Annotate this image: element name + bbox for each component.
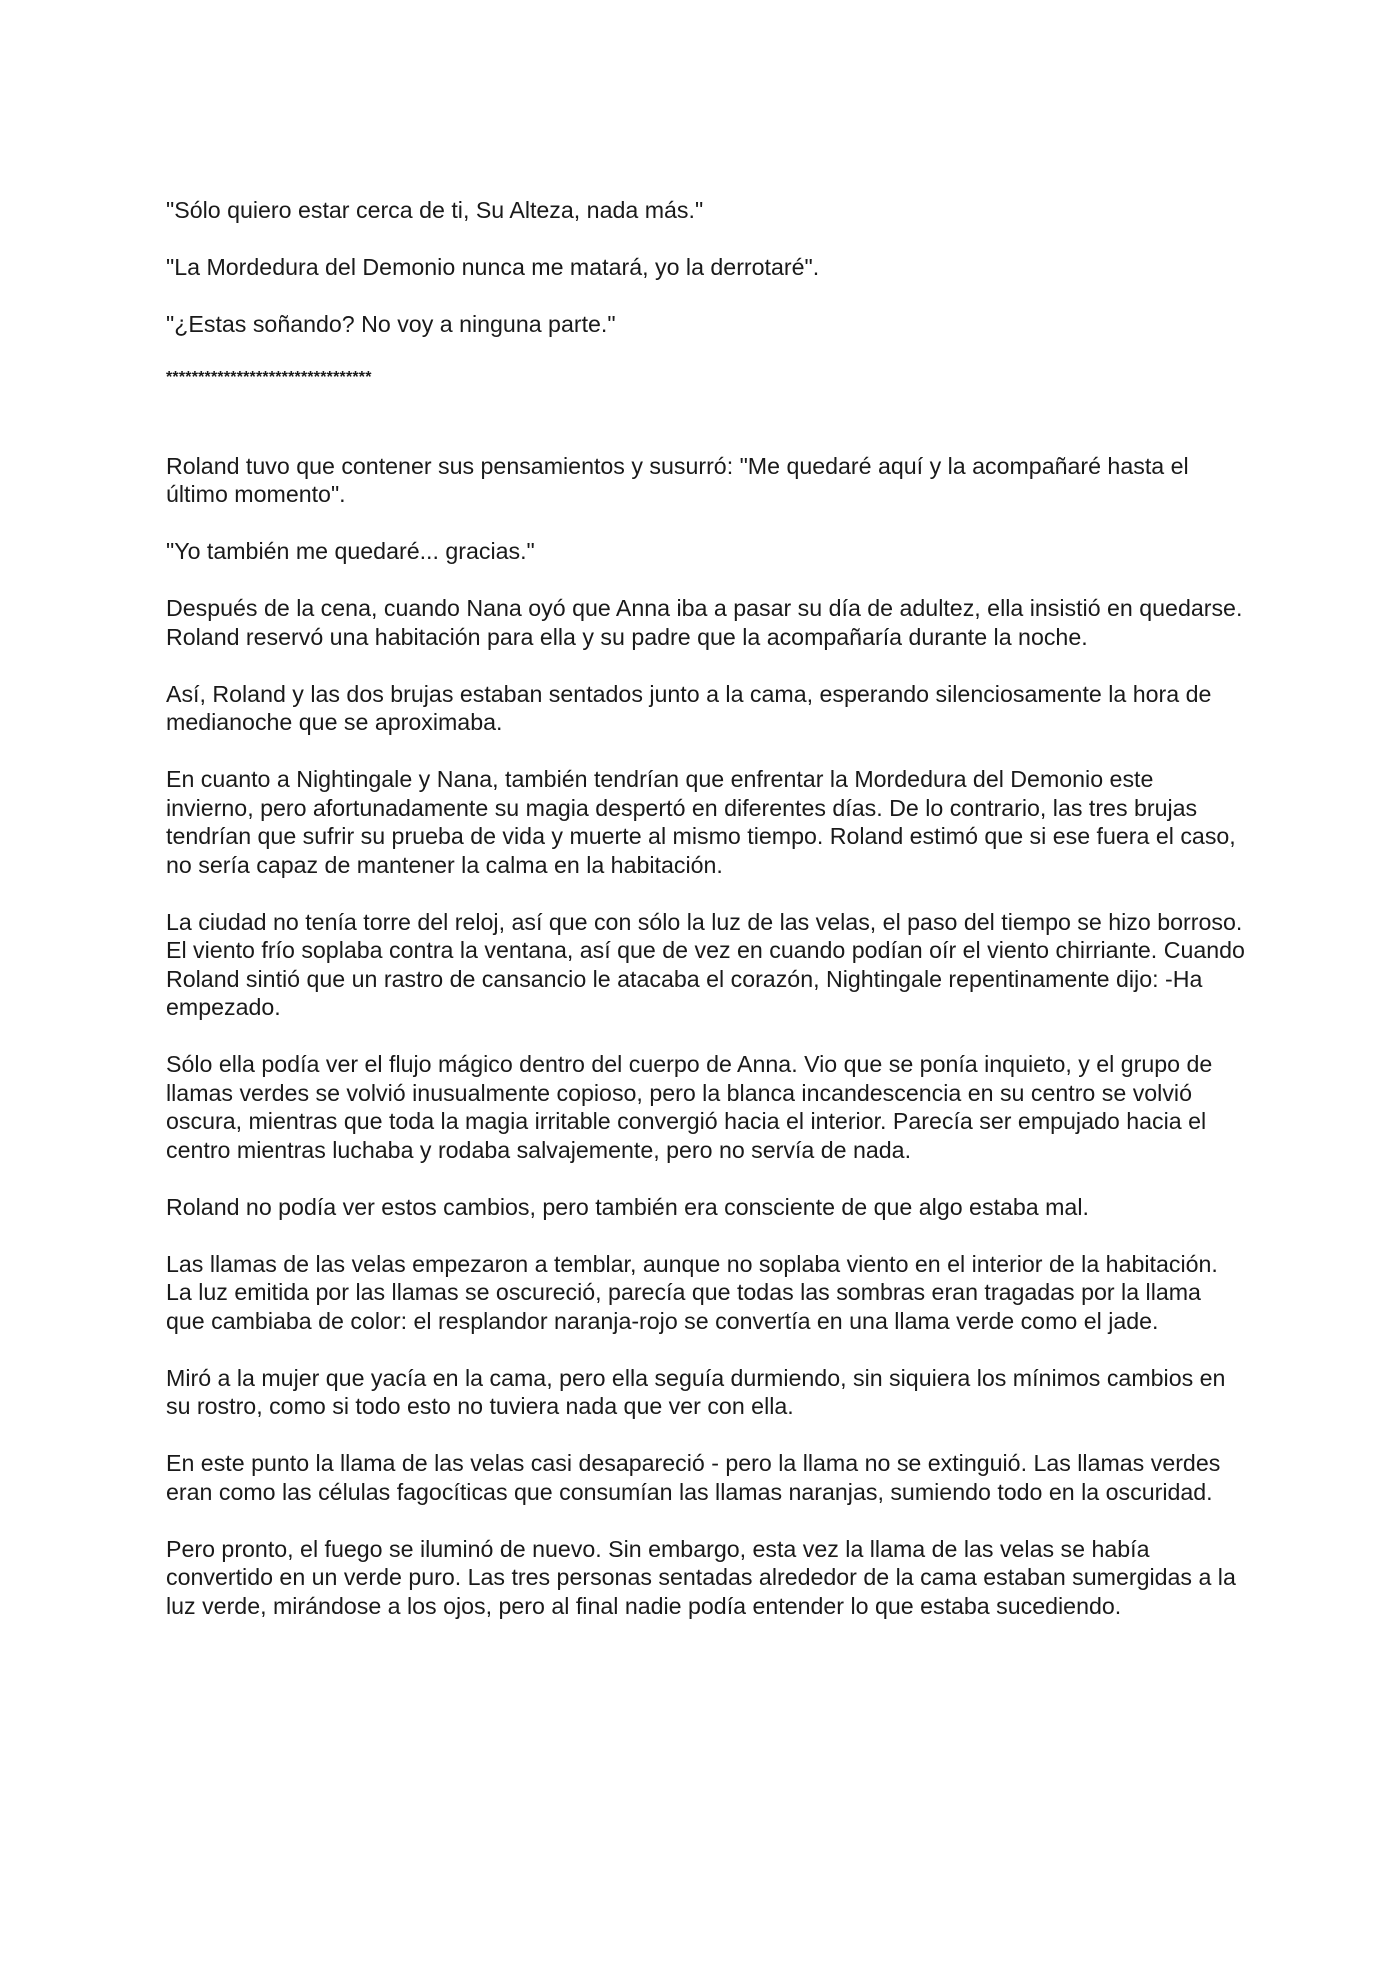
paragraph: Después de la cena, cuando Nana oyó que Anna iba a pasar su día de adultez, ella insistió en quedarse. Roland reservó una habitación para ella y su padre que la acompañaría durante la noche. — [166, 595, 1243, 650]
paragraph: Roland no podía ver estos cambios, pero también era consciente de que algo estaba mal. — [166, 1193, 1089, 1220]
paragraph: Las llamas de las velas empezaron a temblar, aunque no soplaba viento en el interior de la habitación. La luz emitida por las llamas se oscureció, parecía que todas las sombras eran tragadas por la llama que cambiaba de color: el resplandor naranja-rojo se convertía en una llama verde como el jade. — [166, 1250, 1218, 1334]
paragraph: Sólo ella podía ver el flujo mágico dentro del cuerpo de Anna. Vio que se ponía inquieto, y el grupo de llamas verdes se volvió inusualmente copioso, pero la blanca incandescencia en su centro se volvió oscura, mientras que toda la magia irritable convergió hacia el interior. Parecía ser empujado hacia el centro mientras luchaba y rodaba salvajemente, pero no servía de nada. — [166, 1051, 1213, 1163]
intro-line: "Sólo quiero estar cerca de ti, Su Alteza, nada más." — [166, 197, 704, 223]
document-page — [166, 196, 1246, 1649]
paragraph: "Yo también me quedaré... gracias." — [166, 538, 535, 564]
paragraph: Miró a la mujer que yacía en la cama, pero ella seguía durmiendo, sin siquiera los mínimos cambios en su rostro, como si todo esto no tuviera nada que ver con ella. — [166, 1364, 1226, 1419]
paragraph: En este punto la llama de las velas casi desapareció - pero la llama no se extinguió. Las llamas verdes eran como las células fagocíticas que consumían las llamas naranjas, sumiendo todo en la oscuridad. — [166, 1450, 1221, 1505]
intro-line: "La Mordedura del Demonio nunca me matará, yo la derrotaré". — [166, 254, 820, 280]
paragraph: Roland tuvo que contener sus pensamientos y susurró: "Me quedaré aquí y la acompañaré hasta el último momento". — [166, 452, 1189, 507]
intro-line: "¿Estas soñando? No voy a ninguna parte." — [166, 311, 616, 337]
paragraph: En cuanto a Nightingale y Nana, también tendrían que enfrentar la Mordedura del Demonio este invierno, pero afortunadamente su magia despertó en diferentes días. De lo contrario, las tres brujas tendrían que sufrir su prueba de vida y muerte al mismo tiempo. Roland estimó que si ese fuera el caso, no sería capaz de mantener la calma en la habitación. — [166, 766, 1236, 878]
paragraph: La ciudad no tenía torre del reloj, así que con sólo la luz de las velas, el paso del tiempo se hizo borroso. El viento frío soplaba contra la ventana, así que de vez en cuando podían oír el viento chirriante. Cuando Roland sintió que un rastro de cansancio le atacaba el corazón, Nightingale repentinamente dijo: -Ha empezado. — [166, 908, 1245, 1020]
section-separator: ******************************** — [166, 368, 372, 386]
paragraph: Pero pronto, el fuego se iluminó de nuevo. Sin embargo, esta vez la llama de las velas se había convertido en un verde puro. Las tres personas sentadas alrededor de la cama estaban sumergidas a la luz verde, mirándose a los ojos, pero al final nadie podía entender lo que estaba sucediendo. — [166, 1535, 1236, 1619]
paragraph: Así, Roland y las dos brujas estaban sentados junto a la cama, esperando silenciosamente la hora de medianoche que se aproximaba. — [166, 680, 1212, 735]
